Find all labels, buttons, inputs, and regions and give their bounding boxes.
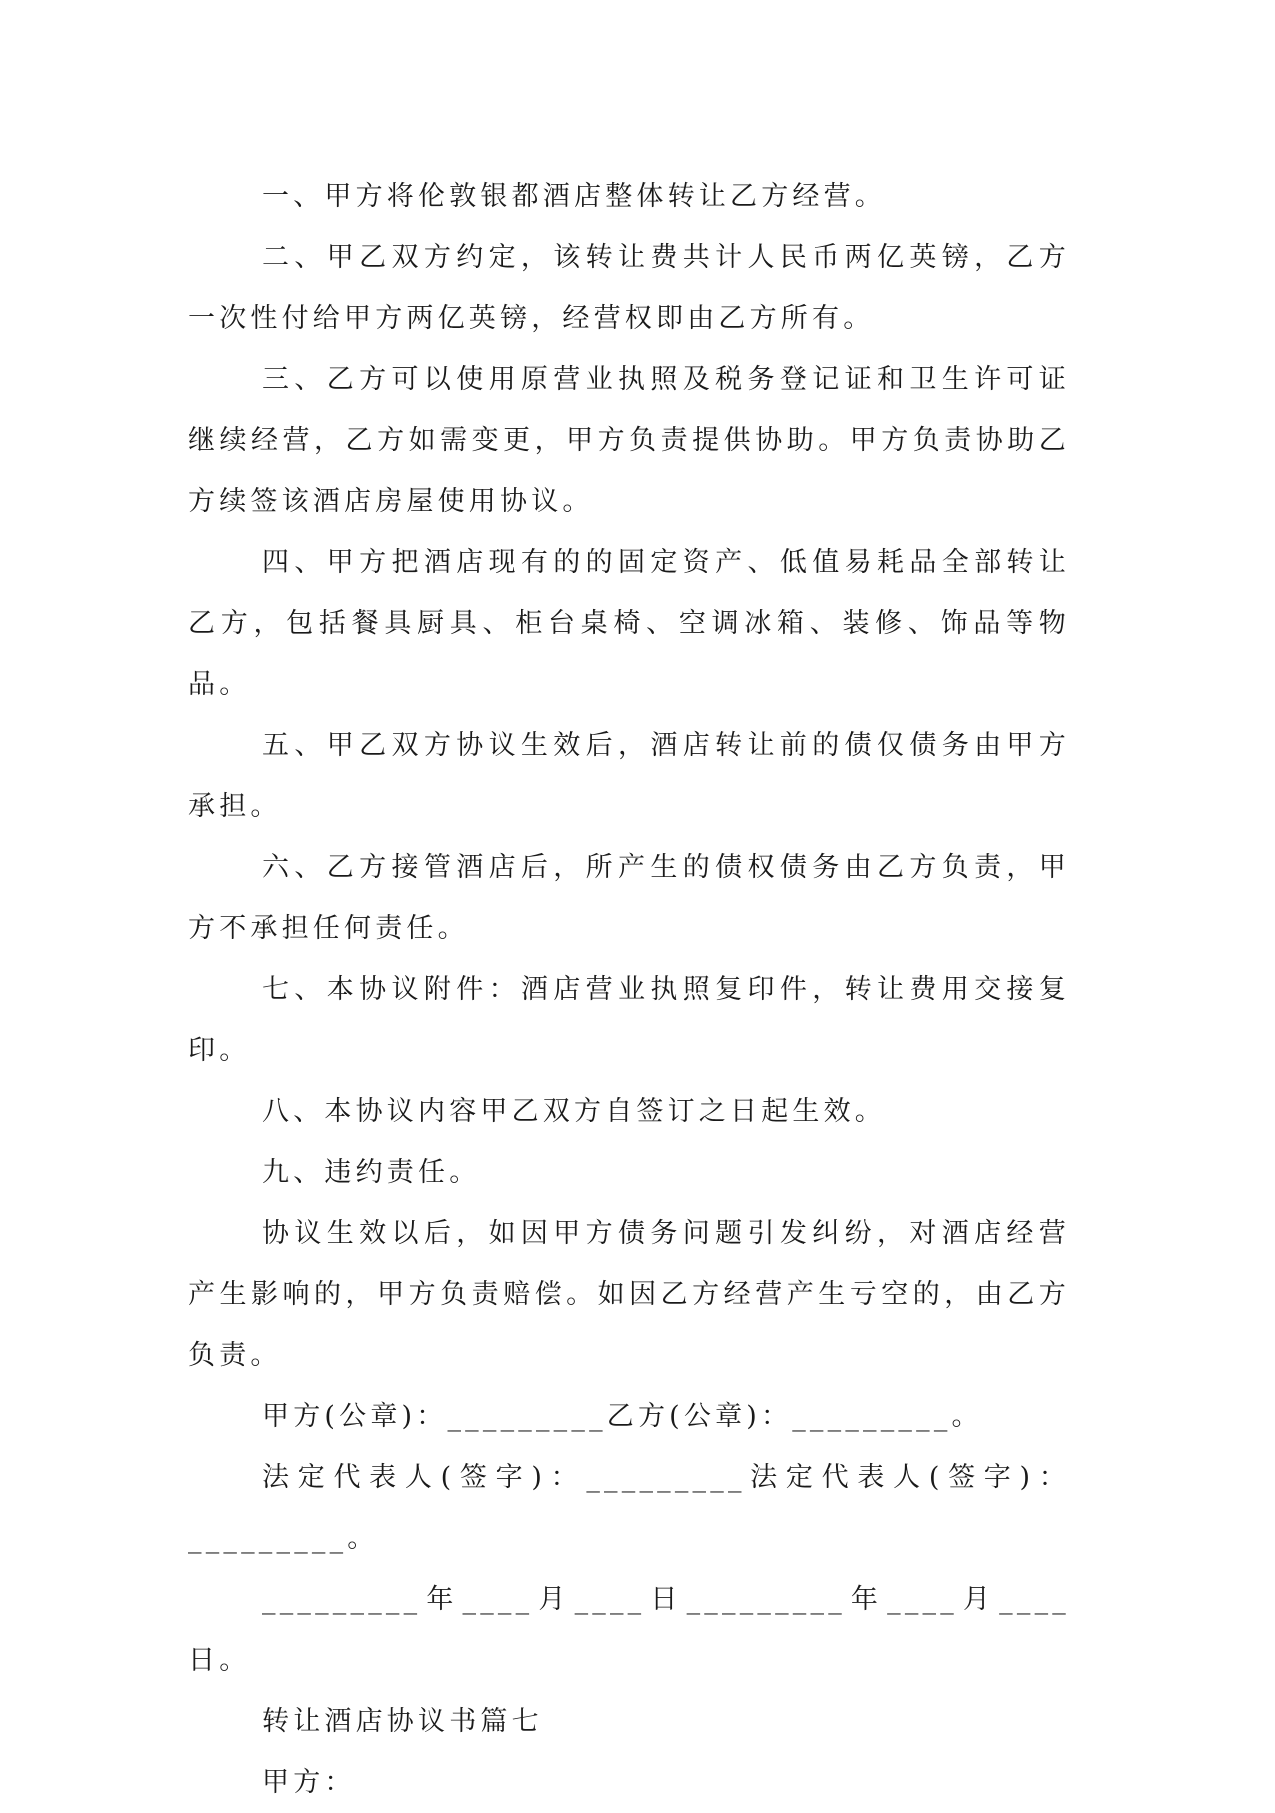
clause-3: 三、乙方可以使用原营业执照及税务登记证和卫生许可证继续经营，乙方如需变更，甲方负责提供协助。甲方负责协助乙方续签该酒店房屋使用协议。 (188, 364, 1070, 517)
clause-5: 五、甲乙双方协议生效后，酒店转让前的债仅债务由甲方承担。 (188, 730, 1070, 822)
clause-2: 二、甲乙双方约定，该转让费共计人民币两亿英镑，乙方一次性付给甲方两亿英镑，经营权即由乙方所有。 (188, 242, 1070, 334)
section-heading: 转让酒店协议书篇七 (262, 1706, 543, 1737)
date-line: _________年____月____日_________年____月____日。 (188, 1584, 1070, 1676)
clause-7: 七、本协议附件：酒店营业执照复印件，转让费用交接复印。 (188, 974, 1070, 1066)
breach-liability-text: 协议生效以后，如因甲方债务问题引发纠纷，对酒店经营产生影响的，甲方负责赔偿。如因乙方经营产生亏空的，由乙方负责。 (188, 1218, 1070, 1371)
clause-4: 四、甲方把酒店现有的的固定资产、低值易耗品全部转让乙方，包括餐具厨具、柜台桌椅、空调冰箱、装修、饰品等物品。 (188, 547, 1070, 700)
clause-1: 一、甲方将伦敦银都酒店整体转让乙方经营。 (262, 181, 886, 212)
document-body (188, 166, 1070, 1813)
clause-8: 八、本协议内容甲乙双方自签订之日起生效。 (262, 1096, 886, 1127)
clause-9: 九、违约责任。 (262, 1157, 481, 1188)
clause-6: 六、乙方接管酒店后，所产生的债权债务由乙方负责，甲方不承担任何责任。 (188, 852, 1070, 944)
seal-line: 甲方(公章)：_________乙方(公章)：_________。 (262, 1401, 983, 1432)
signature-line: 法定代表人(签字)：_________法定代表人(签字)：_________。 (188, 1462, 1070, 1554)
party-a-label: 甲方： (262, 1767, 356, 1798)
